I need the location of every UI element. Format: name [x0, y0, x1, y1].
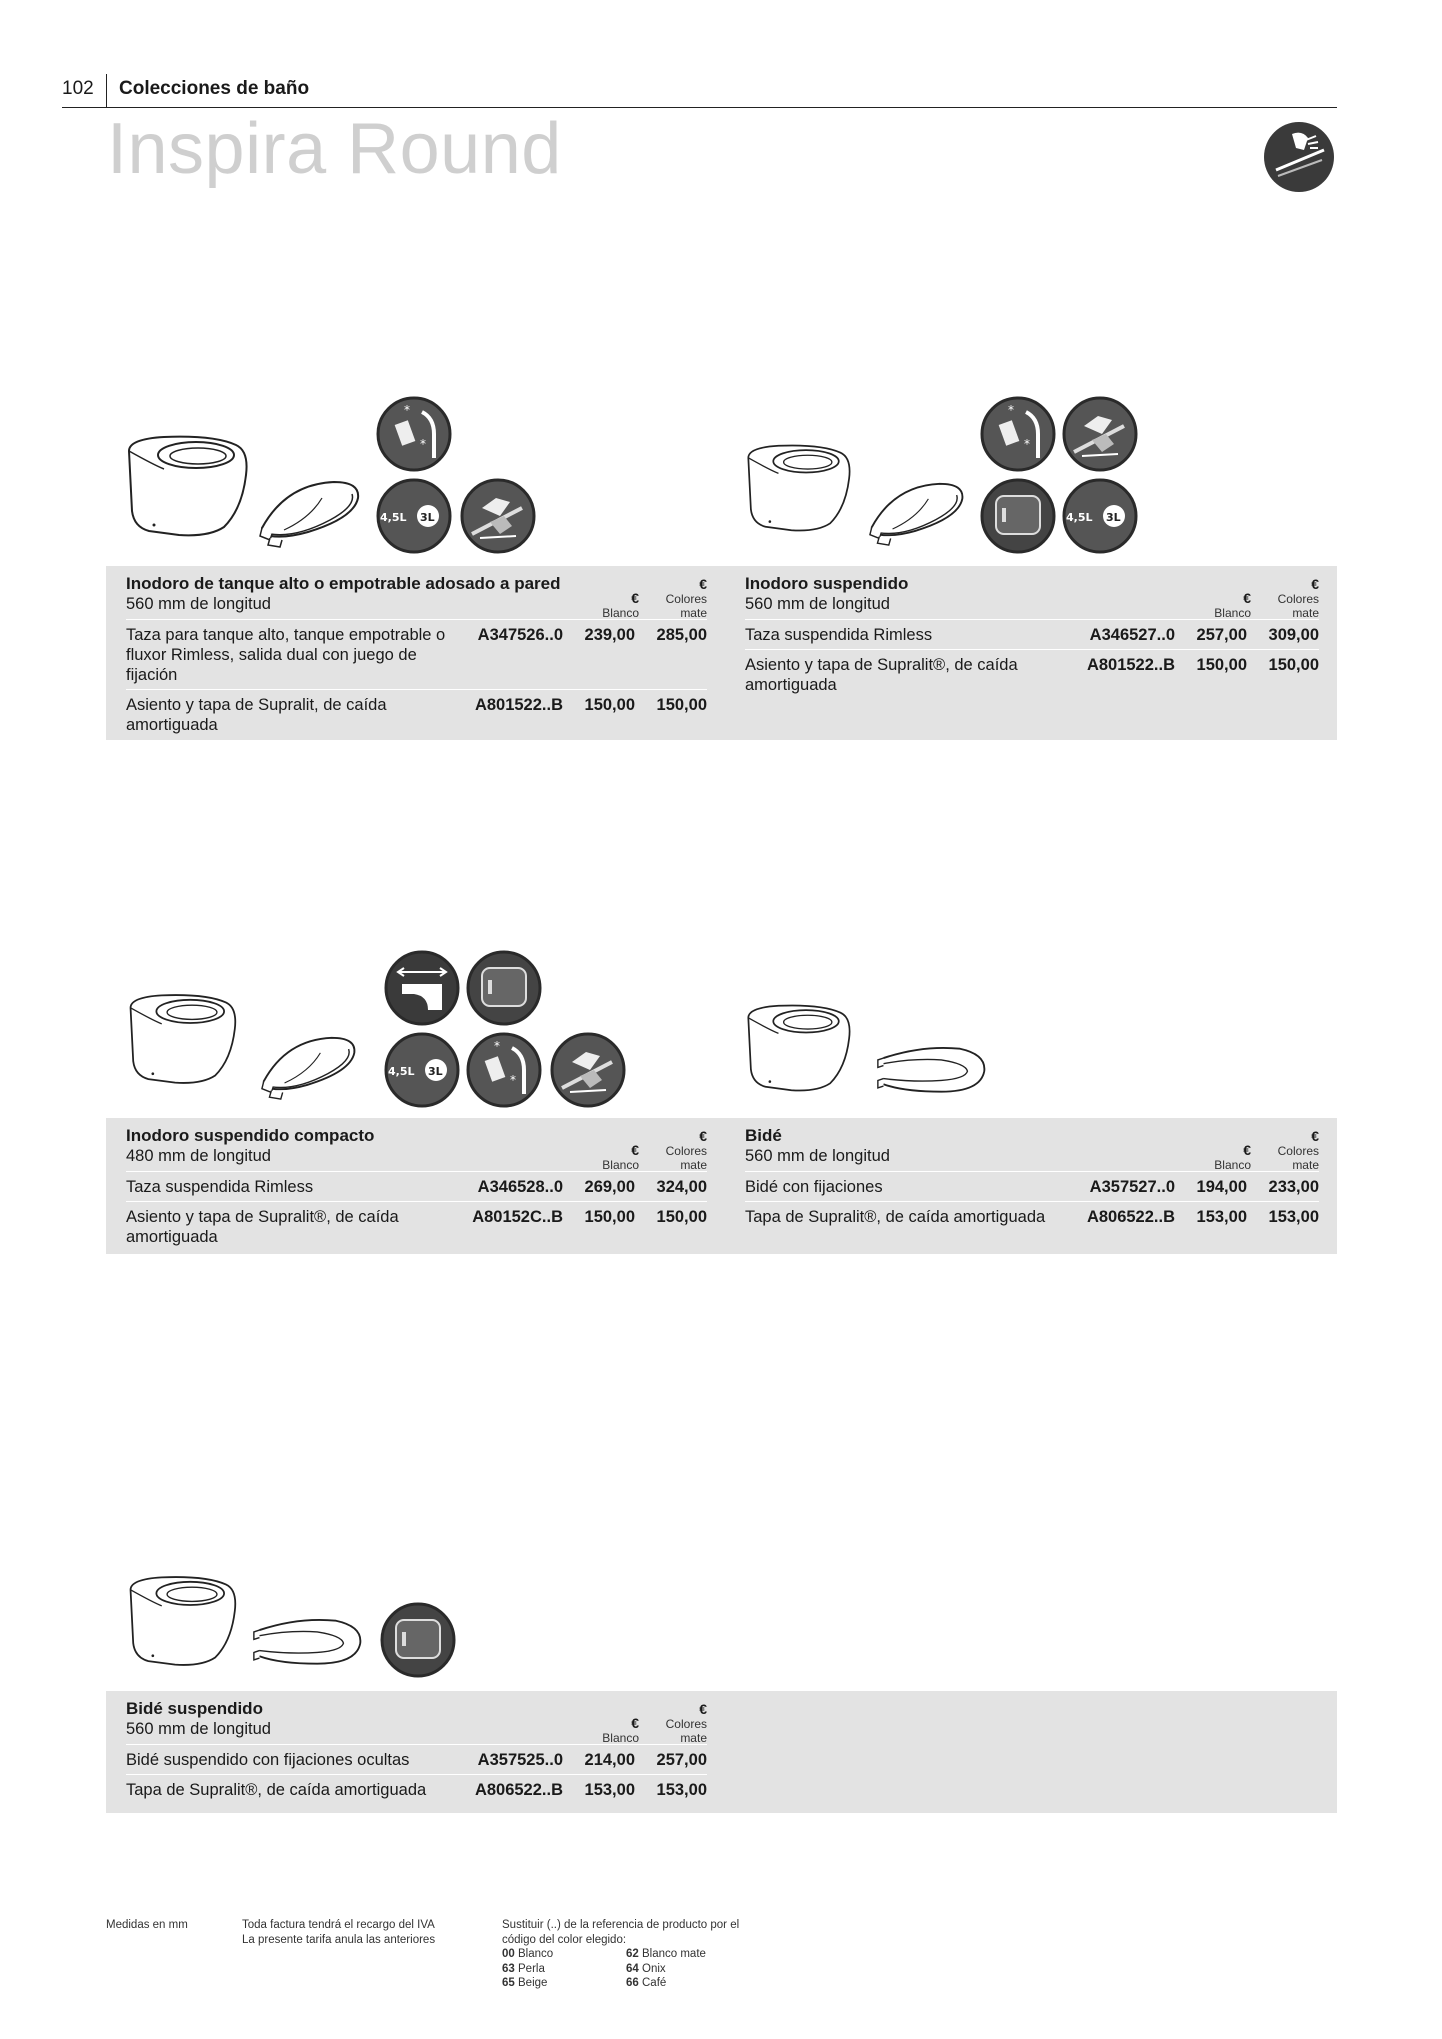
table-row	[126, 1774, 707, 1804]
colores-column-header: € Colores mate	[665, 576, 707, 620]
blanco-column-header: € Blanco	[602, 1715, 639, 1745]
product-card	[106, 1691, 1337, 1813]
product-length: 560 mm de longitud	[126, 1720, 271, 1738]
price-colores: 285,00	[656, 626, 707, 644]
table-row	[126, 1744, 707, 1774]
item-reference: A347526..0	[477, 626, 563, 644]
price-colores: 257,00	[656, 1751, 707, 1769]
item-reference: A357525..0	[477, 1751, 563, 1769]
price-blanco: 153,00	[584, 1781, 635, 1799]
flush-3-label: 3L	[420, 511, 435, 524]
item-description: Tapa de Supralit®, de caída amortiguada	[126, 1781, 427, 1799]
table-row	[126, 1201, 707, 1251]
product-title: Inodoro suspendido	[745, 574, 909, 593]
table-row	[745, 1171, 1319, 1201]
bidet-lid-image	[876, 1044, 988, 1102]
price-colores: 153,00	[656, 1781, 707, 1799]
page-number: 102	[62, 78, 94, 99]
flush-45-label: 4,5L	[388, 1065, 415, 1078]
item-description: Asiento y tapa de Supralit, de caída amortiguada	[126, 696, 387, 734]
dual-flush-icon	[376, 478, 452, 554]
price-colores: 153,00	[1268, 1208, 1319, 1226]
removable-seat-icon	[1062, 396, 1138, 472]
removable-seat-icon	[460, 478, 536, 554]
collection-title: Inspira Round	[107, 109, 562, 189]
product-length: 560 mm de longitud	[126, 595, 271, 613]
compact-wall-hung-wc-image	[126, 990, 242, 1088]
colores-column-header: € Colores mate	[1277, 1128, 1319, 1172]
colores-column-header: € Colores mate	[1277, 576, 1319, 620]
color-code-item: 64 Onix	[626, 1962, 666, 1975]
table-row	[126, 1171, 707, 1201]
item-reference: A80152C..B	[472, 1208, 563, 1226]
section-title: Colecciones de baño	[119, 78, 310, 99]
price-blanco: 194,00	[1196, 1178, 1247, 1196]
product-card	[725, 566, 1337, 740]
price-colores: 150,00	[656, 1208, 707, 1226]
header-divider	[106, 74, 107, 107]
footer-substitute: Sustituir (..) de la referencia de producto por el código del color elegido:	[502, 1919, 740, 1946]
item-description: Taza suspendida Rimless	[745, 626, 933, 644]
seat-image	[256, 478, 366, 548]
flush-45-label: 4,5L	[1066, 511, 1093, 524]
removable-seat-icon	[550, 1032, 626, 1108]
seat-image	[258, 1034, 362, 1100]
product-card	[725, 1118, 1337, 1254]
item-description: Asiento y tapa de Supralit®, de caída amortiguada	[126, 1208, 399, 1246]
blanco-column-header: € Blanco	[602, 1142, 639, 1172]
price-blanco: 269,00	[584, 1178, 635, 1196]
flush-3-label: 3L	[428, 1065, 443, 1078]
item-reference: A801522..B	[474, 696, 563, 714]
item-reference: A346527..0	[1089, 626, 1175, 644]
wall-hung-bidet-image	[126, 1572, 242, 1670]
table-row	[745, 1201, 1319, 1231]
color-code-item: 66 Café	[626, 1977, 667, 1989]
blanco-column-header: € Blanco	[602, 590, 639, 620]
product-title: Inodoro de tanque alto o empotrable adosado a pared	[126, 574, 561, 593]
footer-notes	[242, 1918, 435, 1947]
footer-measures: Medidas en mm	[106, 1919, 188, 1931]
blanco-column-header: € Blanco	[1214, 1142, 1251, 1172]
seat-image	[866, 480, 970, 546]
colores-column-header: € Colores mate	[665, 1128, 707, 1172]
product-length: 560 mm de longitud	[745, 595, 890, 613]
concealed-frame-icon	[466, 950, 542, 1026]
blanco-column-header: € Blanco	[1214, 590, 1251, 620]
price-colores: 309,00	[1268, 626, 1319, 644]
item-description: Taza suspendida Rimless	[126, 1178, 314, 1196]
table-row	[126, 619, 707, 689]
item-description: Bidé suspendido con fijaciones ocultas	[126, 1751, 410, 1769]
footer-color-codes	[502, 1918, 762, 1991]
item-description: Bidé con fijaciones	[745, 1178, 883, 1196]
item-description: Asiento y tapa de Supralit®, de caída amortiguada	[745, 656, 1018, 694]
item-reference: A346528..0	[477, 1178, 563, 1196]
table-row	[745, 649, 1319, 699]
item-reference: A357527..0	[1089, 1178, 1175, 1196]
product-title: Bidé suspendido	[126, 1699, 263, 1718]
price-colores: 150,00	[1268, 656, 1319, 674]
table-row	[126, 689, 707, 739]
price-blanco: 150,00	[1196, 656, 1247, 674]
product-length: 480 mm de longitud	[126, 1147, 271, 1165]
product-card	[106, 1118, 725, 1254]
bidet-image	[744, 1000, 856, 1096]
item-description: Tapa de Supralit®, de caída amortiguada	[745, 1208, 1046, 1226]
product-card	[106, 566, 725, 740]
flush-3-label: 3L	[1106, 511, 1121, 524]
product-title: Bidé	[745, 1126, 782, 1145]
easy-clean-icon	[1262, 120, 1336, 194]
wc-back-to-wall-image	[124, 430, 254, 542]
color-code-item: 00 Blanco	[502, 1948, 554, 1960]
compact-size-icon	[384, 950, 460, 1026]
concealed-frame-icon	[380, 1602, 456, 1678]
dual-flush-icon	[1062, 478, 1138, 554]
item-description: Taza para tanque alto, tanque empotrable o fluxor Rimless, salida dual con juego de fijación	[126, 626, 446, 684]
product-title: Inodoro suspendido compacto	[126, 1126, 375, 1145]
price-blanco: 239,00	[584, 626, 635, 644]
item-reference: A806522..B	[474, 1781, 563, 1799]
price-blanco: 153,00	[1196, 1208, 1247, 1226]
footer-tarifa: La presente tarifa anula las anteriores	[242, 1933, 436, 1946]
table-row	[745, 619, 1319, 649]
price-blanco: 150,00	[584, 1208, 635, 1226]
price-colores: 150,00	[656, 696, 707, 714]
price-blanco: 150,00	[584, 696, 635, 714]
soft-close-lid-icon	[980, 396, 1056, 472]
concealed-frame-icon	[980, 478, 1056, 554]
colores-column-header: € Colores mate	[665, 1701, 707, 1745]
footer-iva: Toda factura tendrá el recargo del IVA	[242, 1919, 435, 1931]
price-blanco: 257,00	[1196, 626, 1247, 644]
dual-flush-icon	[384, 1032, 460, 1108]
soft-close-lid-icon	[466, 1032, 542, 1108]
bidet-lid-image	[252, 1616, 364, 1674]
price-colores: 324,00	[656, 1178, 707, 1196]
price-blanco: 214,00	[584, 1751, 635, 1769]
soft-close-lid-icon	[376, 396, 452, 472]
item-reference: A806522..B	[1086, 1208, 1175, 1226]
item-reference: A801522..B	[1086, 656, 1175, 674]
product-length: 560 mm de longitud	[745, 1147, 890, 1165]
flush-45-label: 4,5L	[380, 511, 407, 524]
price-colores: 233,00	[1268, 1178, 1319, 1196]
wall-hung-wc-image	[744, 440, 856, 536]
color-code-item: 62 Blanco mate	[626, 1948, 706, 1960]
color-code-item: 65 Beige	[502, 1977, 548, 1989]
color-code-item: 63 Perla	[502, 1962, 545, 1975]
page-header	[62, 74, 1337, 108]
